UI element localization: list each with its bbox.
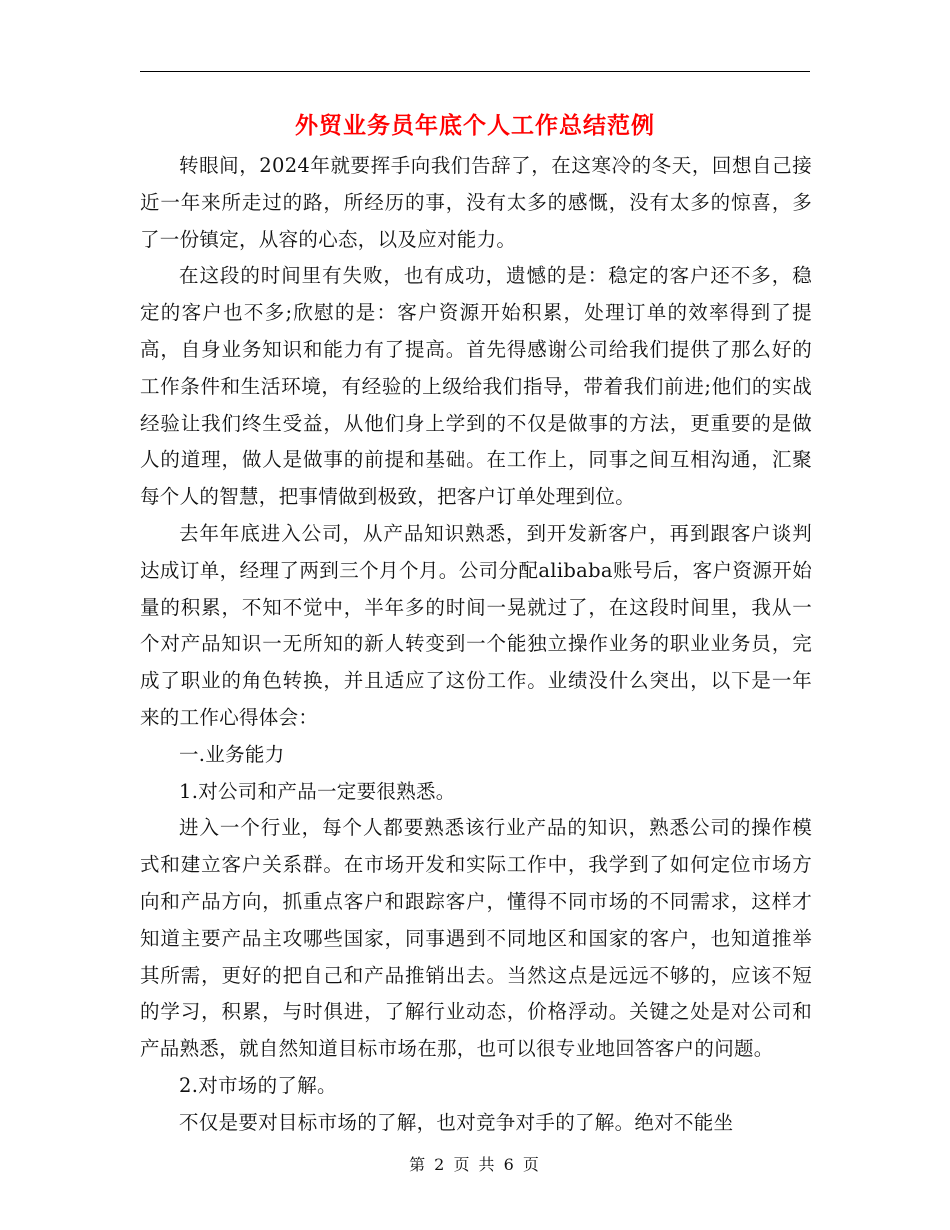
paragraph: 在这段的时间里有失败，也有成功，遗憾的是：稳定的客户还不多，稳定的客户也不多;欣慰的是：客户资源开始积累，处理订单的效率得到了提高，自身业务知识和能力有了提高。首先得感谢公司给我们提供了那么好的工作条件和生活环境，有经验的上级给我们指导，带着我们前进;他们的实战经验让我们终生受益，从他们身上学到的不仅是做事的方法，更重要的是做人的道理，做人是做事的前提和基础。在工作上，同事之间互相沟通，汇聚每个人的智慧，把事情做到极致，把客户订单处理到位。 [140,264,812,509]
document-title: 外贸业务员年底个人工作总结范例 [295,112,655,139]
section-heading: 一.业务能力 [179,742,285,766]
paragraph: 去年年底进入公司，从产品知识熟悉，到开发新客户，再到跟客户谈判达成订单，经理了两到三个月个月。公司分配alibaba账号后，客户资源开始量的积累，不知不觉中，半年多的时间一晃就过了，在这段时间里，我从一个对产品知识一无所知的新人转变到一个能独立操作业务的职业业务员，完成了职业的角色转换，并且适应了这份工作。业绩没什么突出，以下是一年来的工作心得体会： [140,521,812,729]
paragraph: 不仅是要对目标市场的了解，也对竞争对手的了解。绝对不能坐 [179,1110,734,1134]
subsection-heading: 2.对市场的了解。 [179,1073,337,1097]
document-body [140,148,812,1142]
header-rule [140,71,810,72]
page-number: 第 2 页 共 6 页 [409,1155,541,1174]
paragraph: 进入一个行业，每个人都要熟悉该行业产品的知识，熟悉公司的操作模式和建立客户关系群。在市场开发和实际工作中，我学到了如何定位市场方向和产品方向，抓重点客户和跟踪客户，懂得不同市场的不同需求，这样才知道主要产品主攻哪些国家，同事遇到不同地区和国家的客户，也知道推举其所需，更好的把自己和产品推销出去。当然这点是远远不够的，应该不短的学习，积累，与时俱进，了解行业动态，价格浮动。关键之处是对公司和产品熟悉，就自然知道目标市场在那，也可以很专业地回答客户的问题。 [140,816,812,1061]
subsection-heading: 1.对公司和产品一定要很熟悉。 [179,779,456,803]
paragraph: 转眼间，2024年就要挥手向我们告辞了，在这寒冷的冬天，回想自己接近一年来所走过的路，所经历的事，没有太多的感慨，没有太多的惊喜，多了一份镇定，从容的心态，以及应对能力。 [140,154,812,251]
